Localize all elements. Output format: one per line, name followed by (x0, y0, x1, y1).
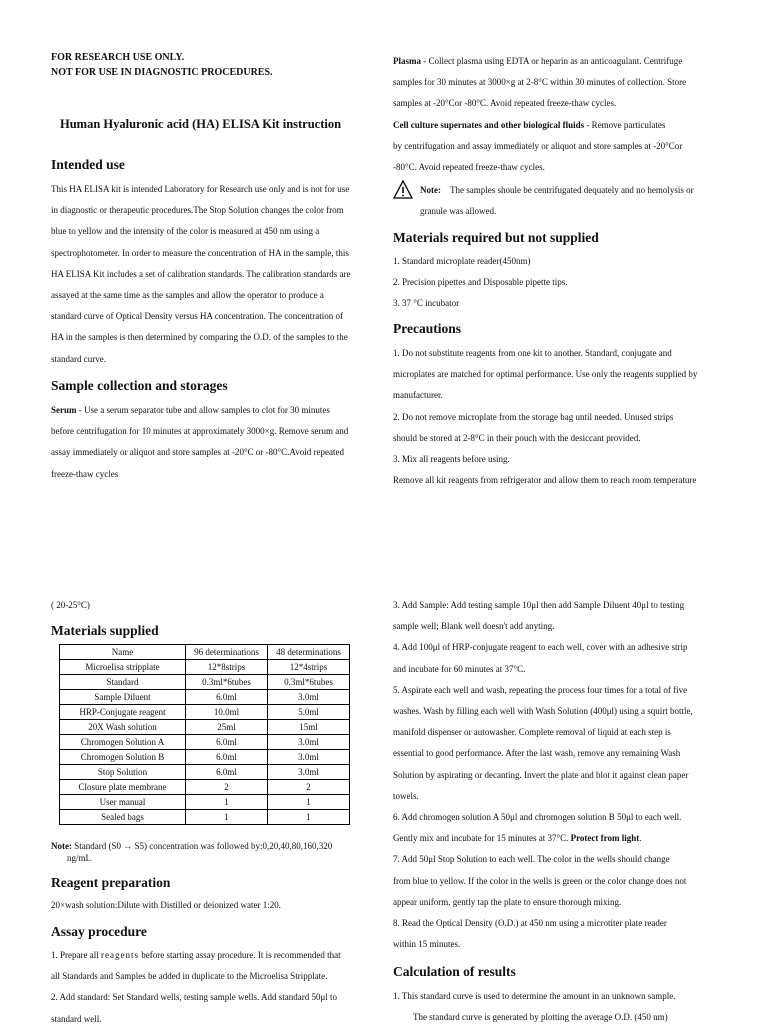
table-cell: Microelisa stripplate (60, 660, 186, 675)
note-text: Standard (S0 → S5) concentration was followed by:0,20,40,80,160,320 (72, 841, 333, 851)
text-line: Gently mix and incubate for 15 minutes at 37°C. (393, 833, 569, 844)
text-line: spectrophotometer. In order to measure the concentration of HA in the sample, this (51, 247, 349, 258)
materials-required-heading: Materials required but not supplied (393, 230, 599, 245)
plasma-label: Plasma (393, 56, 421, 66)
table-cell: 12*8strips (186, 660, 268, 675)
standard-note (51, 840, 375, 864)
text-line: 2. Add standard: Set Standard wells, testing sample wells. Add standard 50μl to (51, 992, 338, 1003)
text-line: Remove all kit reagents from refrigerator and allow them to reach room temperature (393, 475, 697, 486)
text-line: This HA ELISA kit is intended Laboratory for Research use only and is not for use (51, 184, 350, 194)
table-cell: Chromogen Solution A (60, 735, 186, 750)
text-line: within 15 minutes. (393, 939, 461, 950)
serum-label: Serum (51, 405, 77, 415)
assay-procedure-body (51, 945, 374, 1030)
text-line: appear uniform, gently tap the plate to ensure thorough mixing. (393, 896, 622, 907)
text-line: 7. Add 50μl Stop Solution to each well. The color in the wells should change (393, 854, 670, 865)
table-row (60, 735, 350, 750)
table-cell: 12*4strips (268, 660, 350, 675)
table-cell: 0.3ml*6tubes (268, 675, 350, 690)
text-line: reagents (100, 950, 139, 960)
text-line: 3. Add Sample: Add testing sample 10μl then add Sample Diluent 40μl to testing (393, 600, 685, 610)
table-row (60, 810, 350, 825)
text-line: 6. Add chromogen solution A 50μl and chromogen solution B 50μl to each well. (393, 812, 682, 823)
table-cell: Standard (60, 675, 186, 690)
text-line: essential to good performance. After the last wash, remove any remaining Wash (393, 748, 681, 759)
text-line: 8. Read the Optical Density (O.D.) at 450 nm using a microtiter plate reader (393, 918, 667, 929)
plasma-body (393, 51, 717, 178)
intended-use-body (51, 179, 374, 370)
intended-use-heading: Intended use (51, 157, 125, 172)
text-line: all Standards and Samples be added in duplicate to the Microelisa Stripplate. (51, 971, 328, 982)
doc-title: Human Hyaluronic acid (HA) ELISA Kit instruction (60, 117, 342, 131)
table-cell: 3.0ml (268, 735, 350, 750)
text-line: blue to yellow and the intensity of the color is measured at 450 nm using a (51, 226, 320, 237)
text-line: standard curve. (51, 353, 106, 364)
reagent-prep-heading: Reagent preparation (51, 875, 171, 890)
text-line: before centrifugation for 10 minutes at approximately 3000×g. Remove serum and (51, 426, 349, 437)
text-line: washes. Wash by filling each well with Wash Solution (400μl) using a squirt bottle, (393, 706, 693, 717)
assay-procedure-heading: Assay procedure (51, 924, 147, 939)
text-line: standard well. (51, 1013, 102, 1024)
table-cell: 48 determinations (268, 645, 350, 660)
table-row (60, 690, 350, 705)
text-line: towels. (393, 790, 419, 801)
calculation-heading: Calculation of results (393, 964, 516, 979)
table-cell: 3.0ml (268, 750, 350, 765)
table-cell: Stop Solution (60, 765, 186, 780)
serum-body (51, 400, 374, 485)
text-line: - Remove particulates (584, 119, 666, 130)
table-cell: 6.0ml (186, 735, 268, 750)
text-line: 1. Prepare all (51, 950, 99, 960)
table-cell: 3.0ml (268, 765, 350, 780)
header-line-1: FOR RESEARCH USE ONLY. (51, 52, 185, 63)
note-label: Note: (51, 841, 72, 851)
text-line: Solution by aspirating or decanting. Invert the plate and blot it against clean paper (393, 769, 689, 780)
table-row (60, 720, 350, 735)
header-line-2: NOT FOR USE IN DIAGNOSTIC PROCEDURES. (51, 67, 273, 78)
text-line: 1. Do not substitute reagents from one kit to another. Standard, conjugate and (393, 348, 672, 358)
table-cell: 15ml (268, 720, 350, 735)
table-row (60, 750, 350, 765)
text-line: 1. This standard curve is used to determine the amount in an unknown sample. (393, 991, 676, 1001)
text-line: and incubate for 60 minutes at 37°C. (393, 663, 526, 674)
text-line: samples at -20°Cor -80°C. Avoid repeated freeze-thaw cycles. (393, 98, 617, 109)
text-line: The samples shoule be centrifugated dequately and no hemolysis or (450, 185, 694, 195)
table-cell: Chromogen Solution B (60, 750, 186, 765)
sample-collection-heading: Sample collection and storages (51, 378, 228, 393)
list-item: 1. Standard microplate reader(450nm) (393, 256, 531, 266)
table-cell: HRP-Conjugate reagent (60, 705, 186, 720)
text-line: should be stored at 2-8°C in their pouch with the desiccant provided. (393, 432, 641, 443)
protect-from-light: Protect from light (570, 833, 640, 844)
text-line: 5. Aspirate each well and wash, repeating the process four times for a total of five (393, 684, 688, 695)
table-cell: 2 (186, 780, 268, 795)
table-cell: 10.0ml (186, 705, 268, 720)
text-line: The standard curve is generated by plotting the average O.D. (450 nm) (413, 1012, 668, 1023)
materials-table (59, 644, 350, 825)
text-line: 3. Mix all reagents before using. (393, 454, 510, 465)
text-line: - Collect plasma using EDTA or heparin as an anticoagulant. Centrifuge (421, 56, 683, 66)
warning-icon (393, 180, 413, 200)
table-row (60, 795, 350, 810)
text-line: by centrifugation and assay immediately or aliquot and store samples at -20°Cor (393, 140, 683, 151)
reagent-prep-text: 20×wash solution:Dilute with Distilled or deionized water 1:20. (51, 900, 282, 910)
materials-supplied-heading: Materials supplied (51, 623, 159, 638)
table-row (60, 660, 350, 675)
table-cell: 1 (268, 795, 350, 810)
text-line: from blue to yellow. If the color in the wells is green or the color change does not (393, 875, 687, 886)
table-cell: 5.0ml (268, 705, 350, 720)
table-row (60, 765, 350, 780)
text-line: sample well; Blank well doesn't add anyting. (393, 621, 555, 632)
table-cell: 6.0ml (186, 690, 268, 705)
table-cell: 3.0ml (268, 690, 350, 705)
table-cell: 25ml (186, 720, 268, 735)
precautions-body (393, 343, 717, 491)
text-line: -80°C. Avoid repeated freeze-thaw cycles. (393, 162, 545, 173)
table-row (60, 645, 350, 660)
text-line: - Use a serum separator tube and allow samples to clot for 30 minutes (76, 405, 330, 415)
assay-procedure-continued: 3. Add Sample: Add testing sample 10μl then add Sample Diluent 40μl to testing sample well; Blank well doesn't add anyting. 4. Add 100μl of HRP-conjugate reagent to each well, cover with an adhesive strip and incubate for 60 minutes at 37°C. 5. Aspirate each well and wash, repeating the process four times for a total of five washes. Wash by filling each well with Wash Solution (400μl) using a squirt bottle, manifold dispenser or autowasher. Complete removal of liquid at each step is essential to good performance. After the last wash, remove any remaining Wash Solution by aspirating or decanting. Invert the plate and blot it against clean paper towels. 6. Add chromogen solution A 50μl and chromogen solution B 50μl to each well. Gently mix and incubate for 15 minutes at 37°C. Protect from light. 7. Add 50μl Stop Solution to each well. The color in the wells should change from blue to yellow. If the color in the wells is green or the color change does not appear uniform, gently tap the plate to ensure thorough mixing. 8. Read the Optical Density (O.D.) at 450 nm using a microtiter plate reader within 15 minutes. (393, 595, 717, 955)
table-cell: Sample Diluent (60, 690, 186, 705)
cell-culture-label: Cell culture supernates and other biological fluids (393, 119, 585, 130)
text-line: HA ELISA Kit includes a set of calibration standards. The calibration standards are (51, 268, 351, 279)
text-line: manufacturer. (393, 390, 443, 401)
table-cell: 96 determinations (186, 645, 268, 660)
table-cell: Closure plate membrane (60, 780, 186, 795)
centrifuge-note (420, 180, 720, 222)
materials-required-list (393, 251, 717, 315)
text-line: freeze-thaw cycles (51, 468, 119, 479)
table-cell: 0.3ml*6tubes (186, 675, 268, 690)
text-line: in diagnostic or therapeutic procedures.The Stop Solution changes the color from (51, 205, 344, 216)
table-cell: User manual (60, 795, 186, 810)
text-line: microplates are matched for optimal performance. Use only the reagents supplied by (393, 369, 698, 380)
table-cell: Name (60, 645, 186, 660)
text-line: granule was allowed. (420, 206, 497, 217)
text-line: standard curve of Optical Density versus HA concentration. The concentration of (51, 311, 343, 322)
text-line: manifold dispenser or autowasher. Complete removal of liquid at each step is (393, 727, 671, 738)
text-line: before starting assay procedure. It is recommended that (141, 950, 341, 960)
calculation-body (393, 986, 717, 1028)
list-item: 3. 37 °C incubator (393, 298, 460, 309)
text-line: 4. Add 100μl of HRP-conjugate reagent to each well, cover with an adhesive strip (393, 642, 688, 653)
text-line: samples for 30 minutes at 3000×g at 2-8°C within 30 minutes of collection. Store (393, 77, 687, 88)
text-line: HA in the samples is then determined by comparing the O.D. of the samples to the (51, 332, 348, 343)
table-cell: 6.0ml (186, 765, 268, 780)
temperature-continuation: ( 20-25°C) (51, 600, 90, 610)
precautions-heading: Precautions (393, 321, 461, 336)
table-cell: 1 (186, 795, 268, 810)
table-cell: 1 (186, 810, 268, 825)
table-cell: 2 (268, 780, 350, 795)
note-text: ng/mL (67, 853, 91, 863)
table-cell: 1 (268, 810, 350, 825)
table-row (60, 675, 350, 690)
text-line: assayed at the same time as the samples and allow the operator to produce a (51, 290, 324, 301)
list-item: 2. Precision pipettes and Disposable pipette tips. (393, 277, 568, 288)
table-cell: 20X Wash solution (60, 720, 186, 735)
table-row (60, 705, 350, 720)
note-label: Note: (420, 185, 441, 195)
table-cell: 6.0ml (186, 750, 268, 765)
text-line: assay immediately or aliquot and store samples at -20°C or -80°C.Avoid repeated (51, 447, 344, 458)
table-row (60, 780, 350, 795)
research-use-header (51, 50, 374, 80)
table-cell: Sealed bags (60, 810, 186, 825)
text-line: 2. Do not remove microplate from the storage bag until needed. Unused strips (393, 411, 674, 422)
